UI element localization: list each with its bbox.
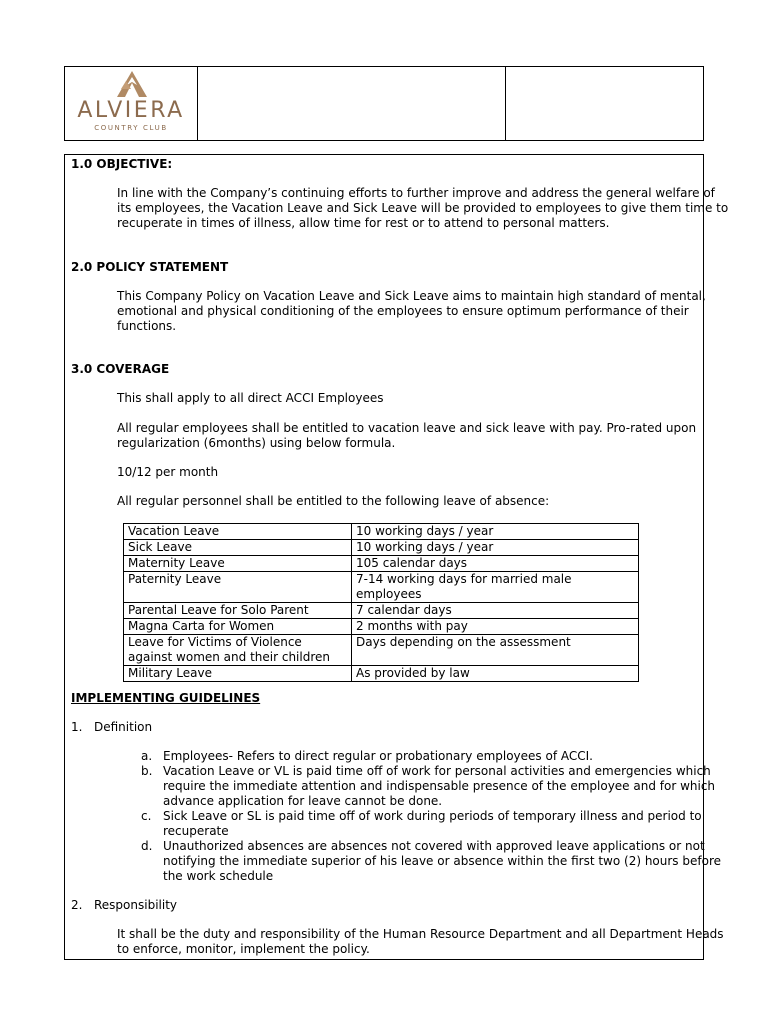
leave-days-cell: 10 working days / year (352, 540, 639, 556)
objective-heading: 1.0 OBJECTIVE: (71, 157, 173, 171)
leave-type-cell: Parental Leave for Solo Parent (124, 603, 352, 619)
definition-line: advance application for leave cannot be done. (163, 794, 443, 808)
table-row (124, 666, 639, 682)
table-row (124, 524, 639, 540)
leave-type-cell: Sick Leave (124, 540, 352, 556)
policy-line: This Company Policy on Vacation Leave and Sick Leave aims to maintain high standard of mental, (117, 289, 706, 303)
leave-type-cell: Vacation Leave (124, 524, 352, 540)
list-number: 2. (71, 898, 83, 912)
policy-heading: 2.0 POLICY STATEMENT (71, 260, 229, 274)
leave-days-cell: 7 calendar days (352, 603, 639, 619)
list-letter: d. (141, 839, 153, 853)
definition-line: Sick Leave or SL is paid time off of work during periods of temporary illness and period to (163, 809, 702, 823)
coverage-heading: 3.0 COVERAGE (71, 362, 170, 376)
definition-line: Vacation Leave or VL is paid time off of work for personal activities and emergencies which (163, 764, 711, 778)
objective-line: In line with the Company’s continuing efforts to further improve and address the general welfare of (117, 186, 715, 200)
list-letter: a. (141, 749, 153, 763)
header-title-cell (198, 67, 506, 140)
table-row (124, 556, 639, 572)
logo-name: ALVIERA (77, 98, 185, 123)
policy-line: emotional and physical conditioning of the employees to ensure optimum performance of their (117, 304, 689, 318)
definition-line: Employees- Refers to direct regular or probationary employees of ACCI. (163, 749, 593, 763)
leave-days-cell: 10 working days / year (352, 524, 639, 540)
document-body (64, 154, 729, 960)
table-row (124, 603, 639, 619)
list-letter: b. (141, 764, 153, 778)
leave-type-cell: Magna Carta for Women (124, 619, 352, 635)
table-row (124, 540, 639, 556)
objective-line: recuperate in times of illness, allow time for rest or to attend to personal matters. (117, 216, 610, 230)
definition-line: require the immediate attention and indispensable presence of the employee and for which (163, 779, 716, 793)
table-row (124, 635, 639, 666)
leave-type-cell: Maternity Leave (124, 556, 352, 572)
header-info-cell (506, 67, 703, 140)
logo-cell (65, 67, 198, 140)
coverage-paragraph: regularization (6months) using below formula. (117, 436, 396, 450)
definition-line: notifying the immediate superior of his leave or absence within the first two (2) hours before (163, 854, 721, 868)
mountain-logo-icon (117, 71, 147, 97)
leave-days-cell: 7-14 working days for married male employees (352, 572, 639, 603)
policy-line: functions. (117, 319, 177, 333)
coverage-paragraph: All regular personnel shall be entitled to the following leave of absence: (117, 494, 550, 508)
objective-line: its employees, the Vacation Leave and Sick Leave will be provided to employees to give them time to (117, 201, 729, 215)
leave-days-cell: 2 months with pay (352, 619, 639, 635)
guidelines-heading: IMPLEMENTING GUIDELINES (71, 691, 261, 705)
leave-days-cell: As provided by law (352, 666, 639, 682)
formula: 10/12 per month (117, 465, 219, 479)
list-number: 1. (71, 720, 83, 734)
leave-type-cell: Paternity Leave (124, 572, 352, 603)
leave-type-cell: Leave for Victims of Violence against women and their children (124, 635, 352, 666)
leave-days-cell: 105 calendar days (352, 556, 639, 572)
logo-subtitle: COUNTRY CLUB (94, 124, 168, 132)
definition-line: recuperate (163, 824, 229, 838)
responsibility-line: It shall be the duty and responsibility of the Human Resource Department and all Department Heads (117, 927, 724, 941)
responsibility-line: to enforce, monitor, implement the policy. (117, 942, 370, 956)
table-row (124, 619, 639, 635)
document-header (64, 66, 704, 141)
coverage-paragraph: All regular employees shall be entitled to vacation leave and sick leave with pay. Pro-rated upon (117, 421, 697, 435)
definition-title: Definition (94, 720, 153, 734)
responsibility-title: Responsibility (94, 898, 178, 912)
leave-type-cell: Military Leave (124, 666, 352, 682)
list-letter: c. (141, 809, 152, 823)
leave-table (123, 523, 639, 682)
definition-line: the work schedule (163, 869, 274, 883)
leave-days-cell: Days depending on the assessment (352, 635, 639, 666)
coverage-paragraph: This shall apply to all direct ACCI Employees (117, 391, 384, 405)
table-row (124, 572, 639, 603)
definition-line: Unauthorized absences are absences not covered with approved leave applications or not (163, 839, 705, 853)
